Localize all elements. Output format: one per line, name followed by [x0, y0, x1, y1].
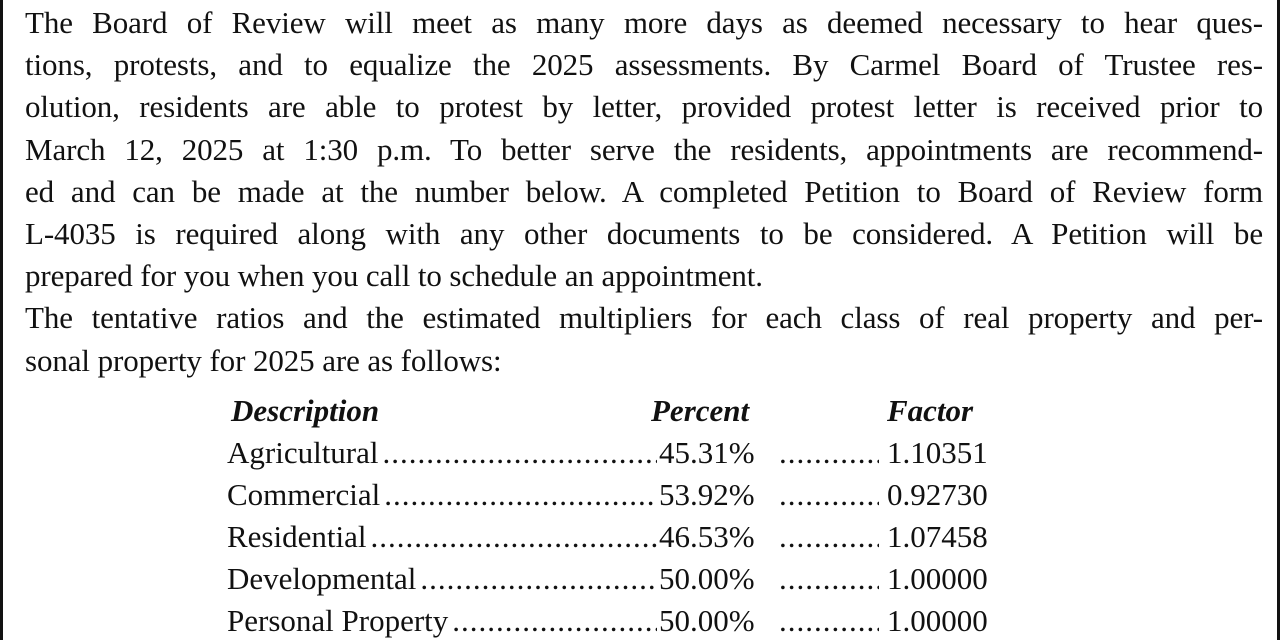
notice-line: The tentative ratios and the estimated multipliers for each class of real property and per- [25, 300, 1263, 336]
row-factor: 1.00000 [887, 603, 988, 638]
row-percent: 50.00% [659, 603, 755, 638]
row-description: Residential [227, 519, 367, 554]
row-factor: 0.92730 [887, 477, 988, 512]
dot-leader [383, 432, 657, 474]
notice-line: tions, protests, and to equalize the 2025 assessments. By Carmel Board of Trustee res- [25, 47, 1263, 83]
row-factor: 1.00000 [887, 561, 988, 596]
table-row [227, 558, 1003, 600]
table-row [227, 474, 1003, 516]
notice-line: sonal property for 2025 are as follows: [25, 342, 502, 378]
ratio-table [227, 390, 1003, 640]
percent-header: Percent [651, 393, 750, 428]
notice-line: L-4035 is required along with any other documents to be considered. A Petition will be [25, 215, 1263, 251]
dot-leader [420, 558, 657, 600]
row-factor: 1.10351 [887, 435, 988, 470]
row-description: Developmental [227, 561, 417, 596]
row-percent: 50.00% [659, 561, 755, 596]
description-header: Description [231, 393, 380, 428]
notice-line: ed and can be made at the number below. A completed Petition to Board of Review form [25, 173, 1263, 209]
dot-leader [779, 600, 879, 640]
dot-leader [779, 474, 879, 516]
row-percent: 46.53% [659, 519, 755, 554]
notice-line: prepared for you when you call to schedule an appointment. [25, 258, 763, 294]
row-description: Commercial [227, 477, 381, 512]
row-description: Agricultural [227, 435, 379, 470]
row-percent: 53.92% [659, 477, 755, 512]
row-percent: 45.31% [659, 435, 755, 470]
dot-leader [452, 600, 657, 640]
dot-leader [779, 432, 879, 474]
table-row [227, 600, 1003, 640]
dot-leader [779, 516, 879, 558]
table-row [227, 432, 1003, 474]
table-header [227, 390, 1003, 432]
row-factor: 1.07458 [887, 519, 988, 554]
notice-line: March 12, 2025 at 1:30 p.m. To better serve the residents, appointments are recommend- [25, 131, 1263, 167]
dot-leader [384, 474, 657, 516]
notice-line: The Board of Review will meet as many more days as deemed necessary to hear ques- [25, 5, 1263, 40]
notice-body [25, 2, 1263, 382]
table-row [227, 516, 1003, 558]
row-description: Personal Property [227, 603, 449, 638]
factor-header: Factor [887, 393, 974, 428]
dot-leader [370, 516, 657, 558]
dot-leader [779, 558, 879, 600]
notice-line: olution, residents are able to protest by letter, provided protest letter is received prior to [25, 89, 1263, 125]
